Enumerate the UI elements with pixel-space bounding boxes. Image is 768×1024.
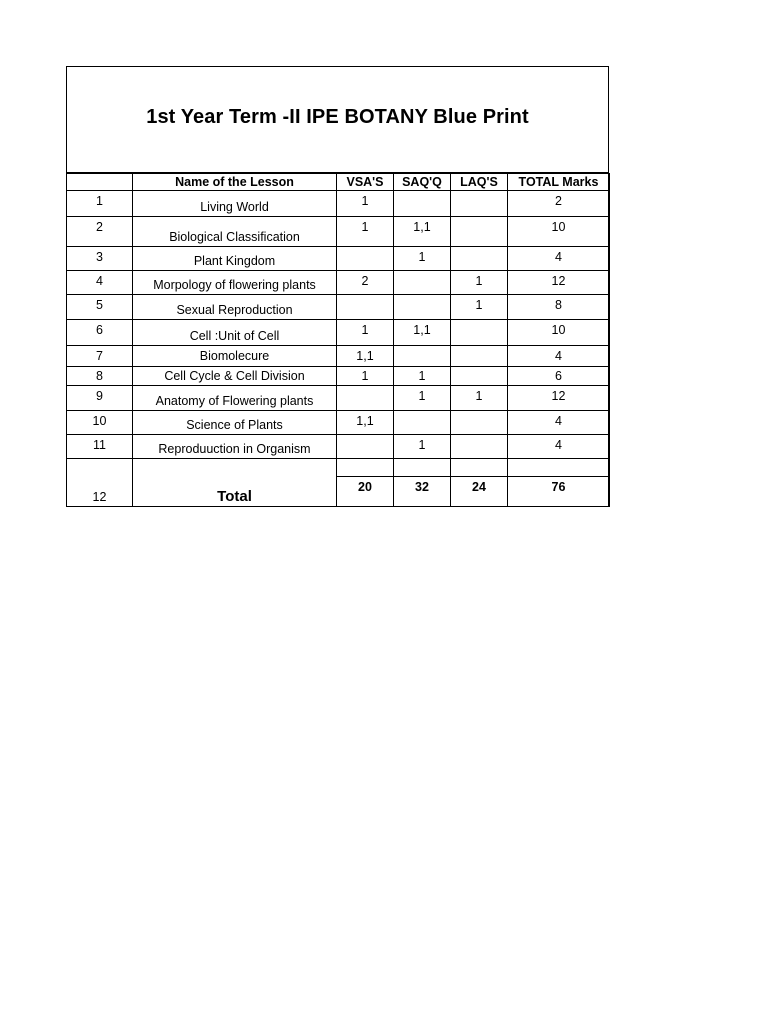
row-num: 1 <box>67 191 133 217</box>
row-num: 5 <box>67 295 133 320</box>
row-vsa: 2 <box>337 271 394 295</box>
table-header-row <box>67 174 610 191</box>
row-saq: 1 <box>394 435 451 459</box>
header-vsa: VSA'S <box>337 174 394 191</box>
row-total: 4 <box>508 247 610 271</box>
row-lesson: Reproduuction in Organism <box>133 435 337 459</box>
row-saq: 1 <box>394 367 451 386</box>
total-laq: 24 <box>451 477 508 507</box>
row-total: 4 <box>508 411 610 435</box>
row-lesson: Biomolecure <box>133 346 337 367</box>
table-row <box>67 247 610 271</box>
spacer-cell <box>451 459 508 477</box>
row-total: 12 <box>508 271 610 295</box>
row-saq <box>394 295 451 320</box>
row-laq: 1 <box>451 386 508 411</box>
spacer-cell <box>337 459 394 477</box>
table-row <box>67 435 610 459</box>
header-saq: SAQ'Q <box>394 174 451 191</box>
row-vsa <box>337 435 394 459</box>
row-laq <box>451 217 508 247</box>
row-saq: 1,1 <box>394 217 451 247</box>
total-label: Total <box>133 459 337 507</box>
row-saq <box>394 346 451 367</box>
row-total: 4 <box>508 346 610 367</box>
spacer-cell <box>394 459 451 477</box>
row-total: 12 <box>508 386 610 411</box>
row-num: 2 <box>67 217 133 247</box>
header-laq: LAQ'S <box>451 174 508 191</box>
page-title: 1st Year Term -II IPE BOTANY Blue Print <box>146 106 529 128</box>
row-lesson: Living World <box>133 191 337 217</box>
row-lesson: Biological Classification <box>133 217 337 247</box>
row-total: 8 <box>508 295 610 320</box>
row-vsa <box>337 295 394 320</box>
row-vsa: 1 <box>337 217 394 247</box>
table-row <box>67 411 610 435</box>
row-total: 10 <box>508 320 610 346</box>
row-laq <box>451 435 508 459</box>
row-vsa: 1,1 <box>337 346 394 367</box>
row-laq <box>451 367 508 386</box>
row-saq <box>394 411 451 435</box>
row-saq: 1,1 <box>394 320 451 346</box>
row-lesson: Sexual Reproduction <box>133 295 337 320</box>
table-row <box>67 346 610 367</box>
blue-print-table <box>66 173 610 507</box>
row-total: 2 <box>508 191 610 217</box>
row-num: 7 <box>67 346 133 367</box>
table-row <box>67 295 610 320</box>
row-total: 6 <box>508 367 610 386</box>
row-lesson: Cell Cycle & Cell Division <box>133 367 337 386</box>
row-vsa: 1,1 <box>337 411 394 435</box>
table-row <box>67 367 610 386</box>
blue-print-sheet <box>66 66 609 507</box>
spacer-row <box>67 459 610 477</box>
row-lesson: Cell :Unit of Cell <box>133 320 337 346</box>
row-laq <box>451 346 508 367</box>
header-lesson: Name of the Lesson <box>133 174 337 191</box>
table-row <box>67 320 610 346</box>
row-num: 4 <box>67 271 133 295</box>
table-row <box>67 191 610 217</box>
row-lesson: Anatomy of Flowering plants <box>133 386 337 411</box>
total-marks: 76 <box>508 477 610 507</box>
row-laq <box>451 411 508 435</box>
row-num: 6 <box>67 320 133 346</box>
row-vsa: 1 <box>337 367 394 386</box>
row-vsa <box>337 247 394 271</box>
table-row <box>67 217 610 247</box>
row-laq: 1 <box>451 295 508 320</box>
row-num: 9 <box>67 386 133 411</box>
row-saq: 1 <box>394 386 451 411</box>
row-vsa <box>337 386 394 411</box>
row-laq <box>451 247 508 271</box>
row-laq: 1 <box>451 271 508 295</box>
spacer-cell <box>508 459 610 477</box>
row-vsa: 1 <box>337 191 394 217</box>
row-total: 4 <box>508 435 610 459</box>
row-saq <box>394 191 451 217</box>
row-lesson: Morpology of flowering plants <box>133 271 337 295</box>
header-num <box>67 174 133 191</box>
row-num: 10 <box>67 411 133 435</box>
header-total: TOTAL Marks <box>508 174 610 191</box>
total-row-num: 12 <box>67 459 133 507</box>
row-lesson: Science of Plants <box>133 411 337 435</box>
total-saq: 32 <box>394 477 451 507</box>
row-num: 11 <box>67 435 133 459</box>
row-total: 10 <box>508 217 610 247</box>
title-area <box>67 67 608 173</box>
row-lesson: Plant Kingdom <box>133 247 337 271</box>
row-laq <box>451 320 508 346</box>
row-num: 8 <box>67 367 133 386</box>
row-laq <box>451 191 508 217</box>
total-vsa: 20 <box>337 477 394 507</box>
row-num: 3 <box>67 247 133 271</box>
row-saq: 1 <box>394 247 451 271</box>
table-row <box>67 386 610 411</box>
row-saq <box>394 271 451 295</box>
row-vsa: 1 <box>337 320 394 346</box>
table-row <box>67 271 610 295</box>
